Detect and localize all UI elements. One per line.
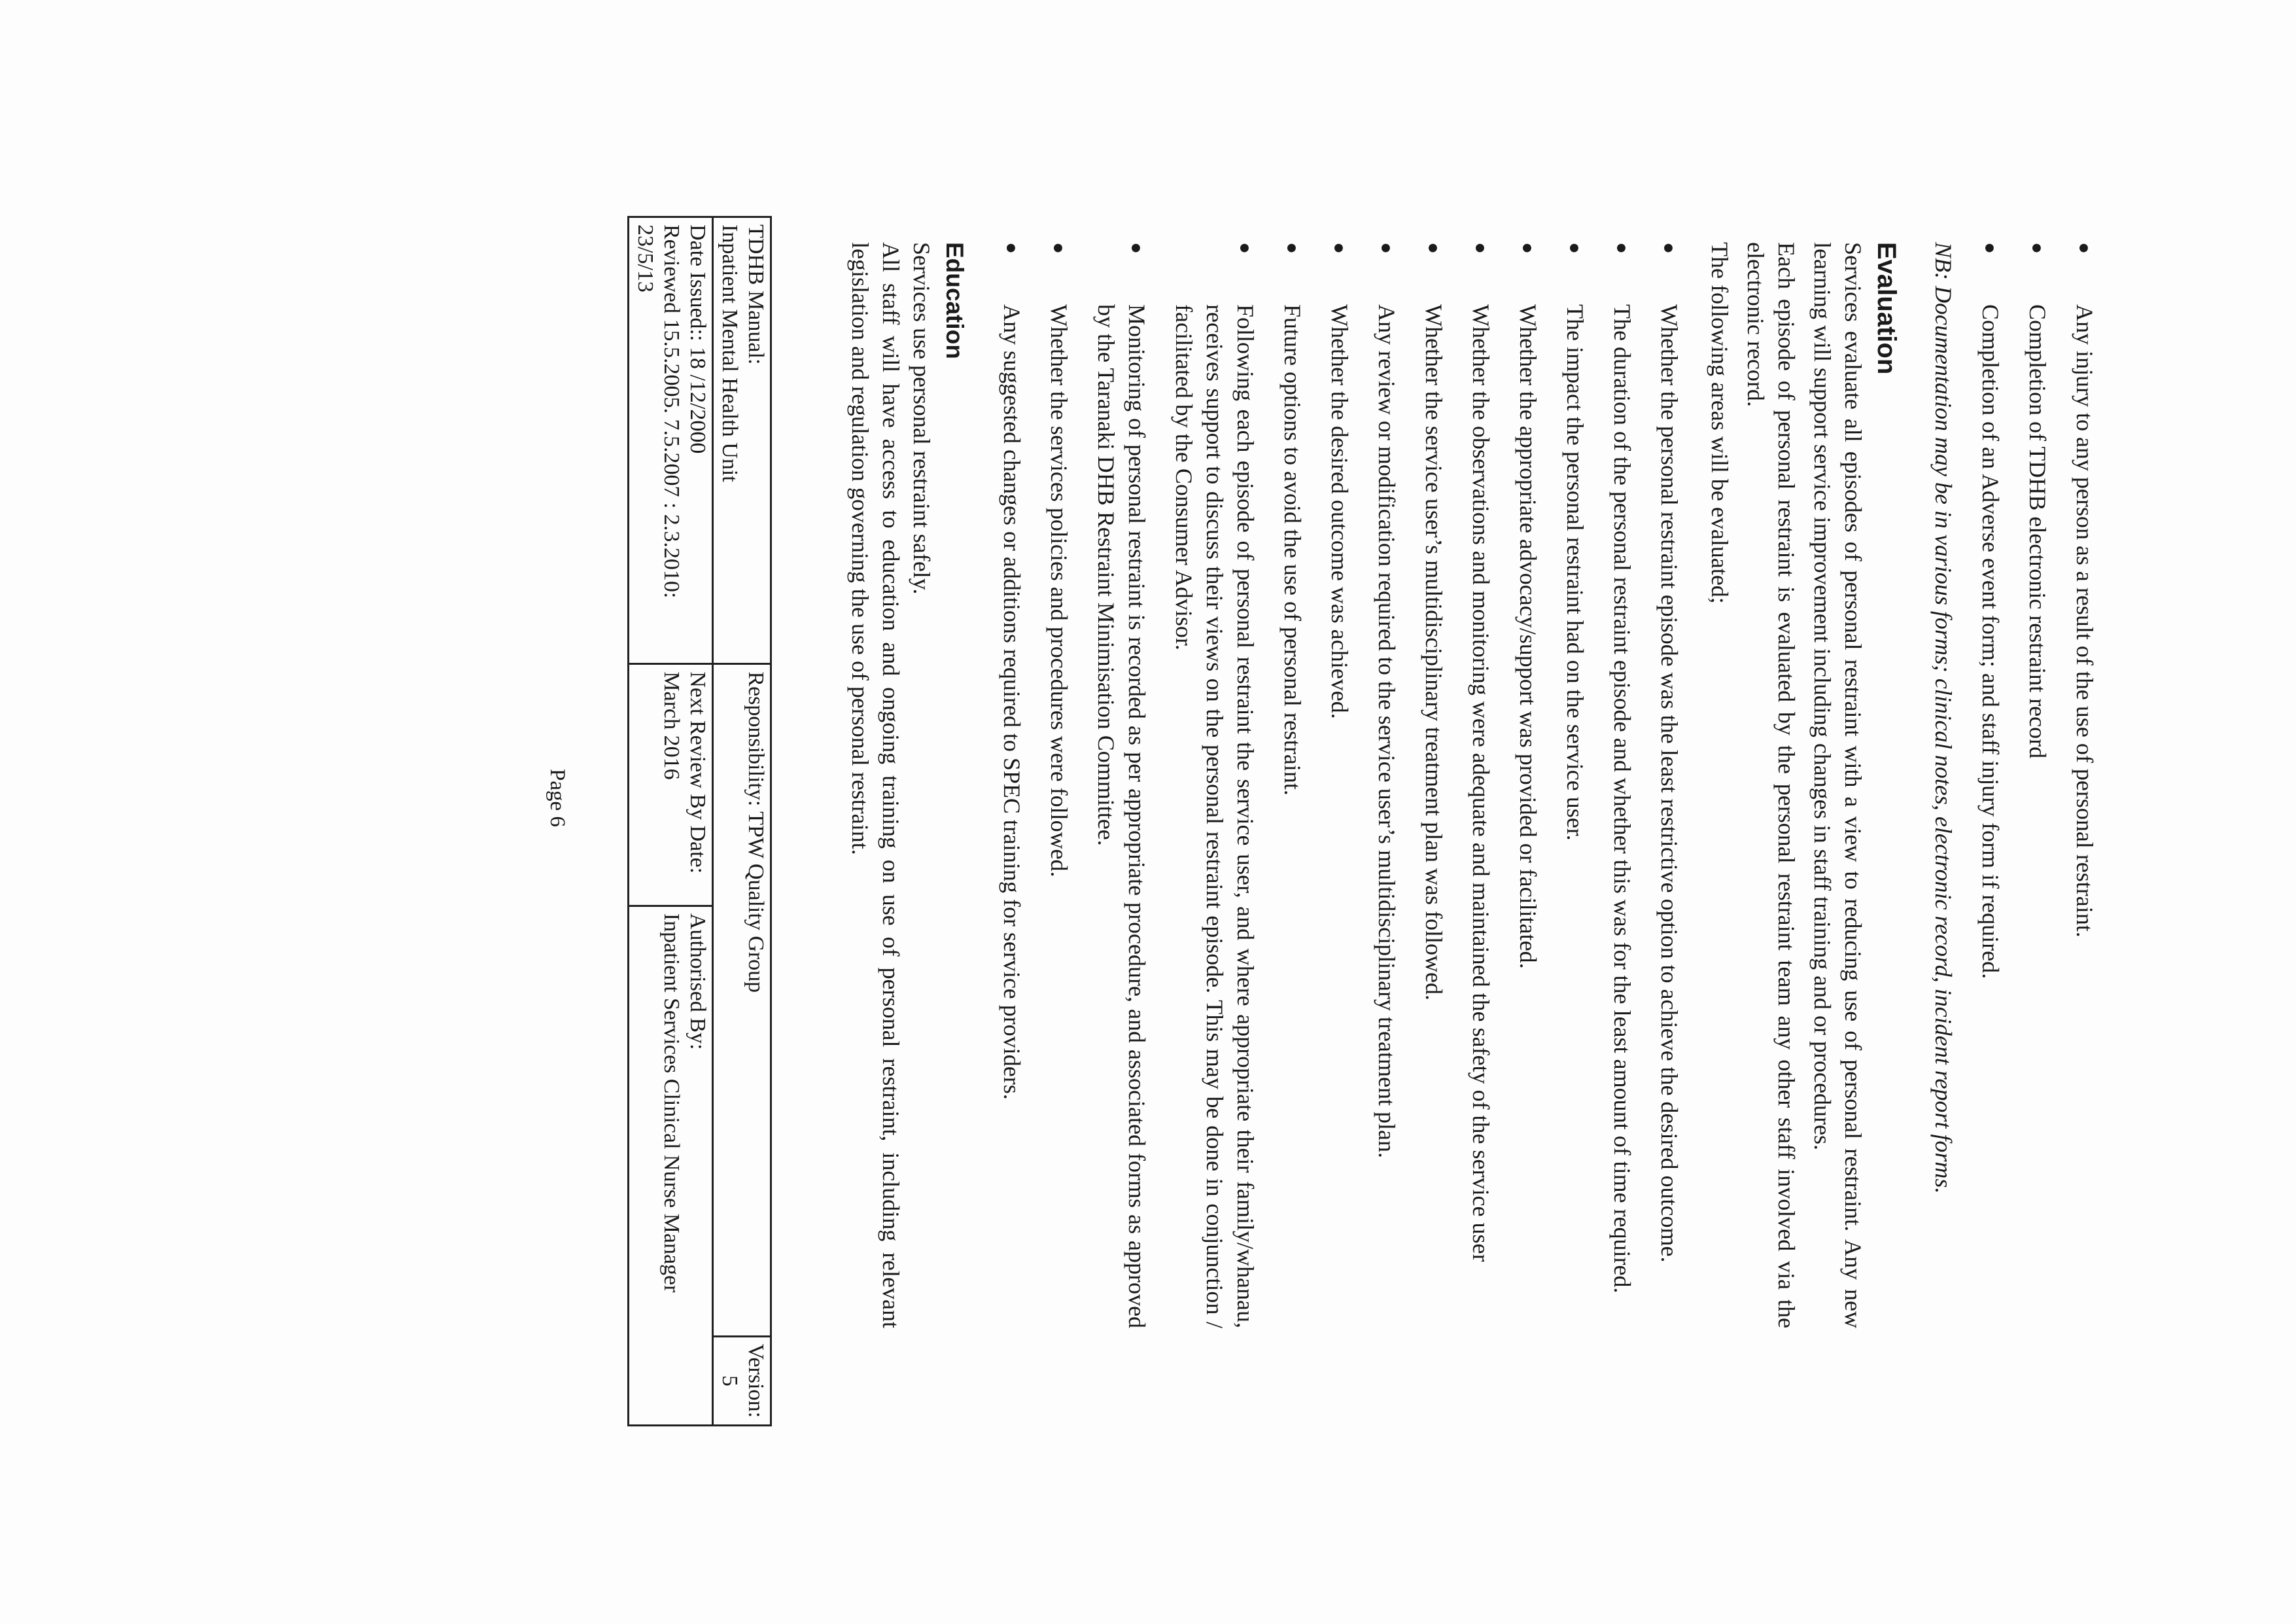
version-value: 5 (718, 1375, 742, 1386)
list-item: ● Completion of an Adverse event form; and staff injury form if required. (1975, 242, 2006, 1328)
bullet-icon: ● (1979, 242, 2001, 255)
evaluation-paragraph-3: The following areas will be evaluated; (1707, 242, 1733, 604)
responsibility-cell (713, 664, 771, 1336)
bullet-icon: ● (1281, 242, 1303, 255)
authorised-cell (629, 906, 713, 1425)
table-row (713, 217, 771, 1426)
list-item: ● Any review or modification required to the service user’s multidisciplinary treatment plan. (1371, 242, 1402, 1328)
list-item: ● Whether the appropriate advocacy/support was provided or facilitated. (1512, 242, 1543, 1328)
responsibility-text: Responsibility: TPW Quality Group (744, 671, 768, 993)
next-review-value: March 2016 (659, 671, 684, 780)
dates-cell (629, 217, 713, 664)
list-item: ● Monitoring of personal restraint is recorded as per appropriate procedure, and associated forms as approved by the Taranaki DHB Restraint Minimisation Committee. (1090, 242, 1152, 1328)
version-cell (713, 1336, 771, 1425)
education-paragraph-2: All staff will have access to education and ongoing training on use of personal restraint, including relevant legislation and regulation governing the use of personal restraint. (847, 242, 904, 1328)
bullet-icon: ● (1329, 242, 1350, 255)
intro-bullet-list (1975, 242, 2100, 1328)
list-item: ● Following each episode of personal restraint the service user, and where appropriate their family/whanau, receives support to discuss their views on the personal restraint episode. This may be done in conjunction / facilitated by the Consumer Advisor. (1168, 242, 1261, 1328)
evaluation-paragraph-1: Services evaluate all episodes of personal restraint with a view to reducing use of personal restraint. Any new learning will support service improvement including changes in staff training and or procedures. (1809, 242, 1866, 1328)
list-item: ● Whether the desired outcome was achieved. (1324, 242, 1355, 1328)
bullet-icon: ● (1564, 242, 1586, 255)
bullet-icon: ● (1611, 242, 1633, 255)
bullet-icon: ● (1470, 242, 1491, 255)
authorised-label: Authorised By: (686, 913, 710, 1050)
list-item: ● The duration of the personal restraint episode and whether this was for the least amount of time required. (1607, 242, 1637, 1328)
education-paragraph-1: Services use personal restraint safely. (909, 242, 935, 595)
authorised-value: Inpatient Services Clinical Nurse Manager (659, 913, 684, 1293)
evaluation-bullet-list (996, 242, 1684, 1328)
table-row (629, 217, 713, 1426)
list-item: ● Whether the personal restraint episode was the least restrictive option to achieve the desired outcome. (1654, 242, 1684, 1328)
bullet-icon: ● (1001, 242, 1022, 255)
manual-value: Inpatient Mental Health Unit (718, 224, 742, 482)
bullet-icon: ● (1658, 242, 1680, 255)
list-item: ● Future options to avoid the use of personal restraint. (1277, 242, 1308, 1328)
list-item: ● The impact the personal restraint had on the service user. (1559, 242, 1590, 1328)
reviewed-dates: Reviewed 15.5.2005. 7.5.2007 : 2.3.2010: 23/5/13 (633, 224, 684, 599)
bullet-icon: ● (2074, 242, 2095, 255)
bullet-icon: ● (1048, 242, 1070, 255)
list-item: ● Completion of TDHB electronic restraint record (2022, 242, 2053, 1328)
list-item: ● Any injury to any person as a result of the use of personal restraint. (2069, 242, 2100, 1328)
bullet-icon: ● (1126, 242, 1147, 255)
documentation-note: NB: Documentation may be in various forms; clinical notes, electronic record, incident report forms. (1930, 242, 1957, 1194)
page-content (844, 242, 2100, 1328)
bullet-icon: ● (2026, 242, 2048, 255)
bullet-icon: ● (1423, 242, 1444, 255)
manual-label: TDHB Manual: (744, 224, 768, 365)
evaluation-paragraph-2: Each episode of personal restraint is evaluated by the personal restraint team any other staff involved via the electronic record. (1743, 242, 1800, 1328)
list-item: ● Whether the service user’s multidisciplinary treatment plan was followed. (1418, 242, 1449, 1328)
bullet-icon: ● (1517, 242, 1539, 255)
date-issued: Date Issued:: 18 /12/2000 (686, 224, 710, 454)
bullet-icon: ● (1376, 242, 1397, 255)
list-item: ● Any suggested changes or additions required to SPEC training for service providers. (996, 242, 1027, 1328)
next-review-cell (629, 664, 713, 906)
manual-cell (713, 217, 771, 664)
page-number: Page 6 (546, 769, 569, 827)
education-heading: Education (941, 242, 968, 359)
document-control-table (627, 216, 772, 1426)
list-item: ● Whether the observations and monitoring were adequate and maintained the safety of the service user (1465, 242, 1496, 1328)
list-item: ● Whether the services policies and procedures were followed. (1043, 242, 1074, 1328)
next-review-label: Next Review By Date: (686, 671, 710, 874)
evaluation-heading: Evaluation (1872, 242, 1901, 375)
bullet-icon: ● (1234, 242, 1256, 255)
version-label: Version: (744, 1343, 768, 1418)
